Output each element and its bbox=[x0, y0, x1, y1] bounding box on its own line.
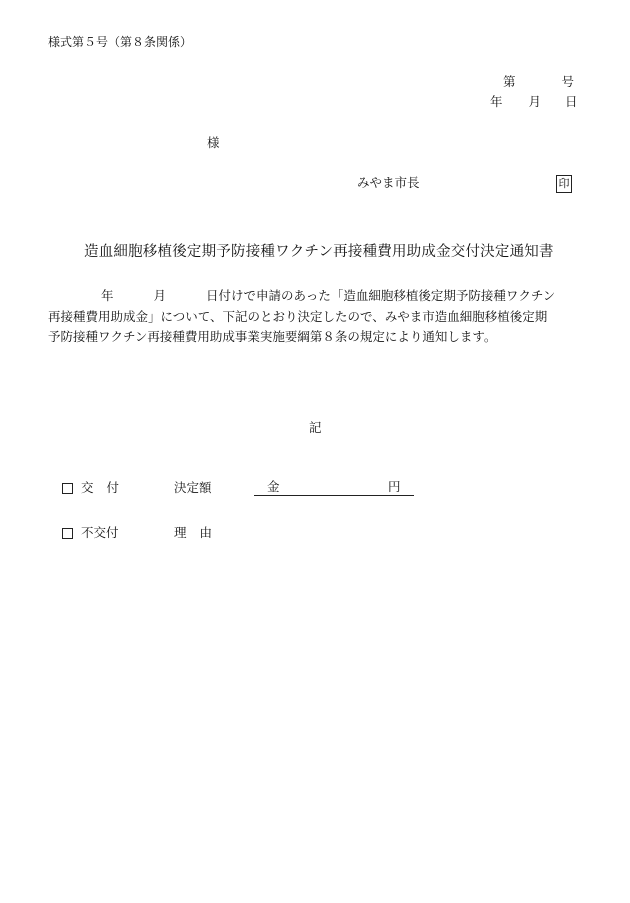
date-day: 日 bbox=[565, 94, 578, 109]
body-month: 月 bbox=[153, 288, 167, 303]
no-grant-checkbox[interactable] bbox=[62, 528, 73, 539]
addressee-honorific: 様 bbox=[207, 135, 220, 150]
body-line-1-rest: 日付けで申請のあった「造血細胞移植後定期予防接種ワクチン bbox=[206, 288, 556, 303]
body-line-2: 再接種費用助成金」について、下記のとおり決定したので、みやま市造血細胞移植後定期 bbox=[48, 309, 548, 324]
document-date bbox=[490, 96, 578, 109]
reason-label-b: 由 bbox=[199, 525, 213, 540]
date-year: 年 bbox=[490, 94, 503, 109]
no-grant-label: 不交付 bbox=[81, 525, 119, 540]
form-number: 様式第５号（第８条関係） bbox=[48, 35, 193, 49]
doc-number-suffix: 号 bbox=[561, 74, 575, 89]
amount-prefix: 金 bbox=[267, 479, 280, 494]
body-line-1 bbox=[48, 290, 555, 303]
reason-label bbox=[174, 527, 212, 540]
ki-heading: 記 bbox=[309, 420, 322, 435]
body-line-3: 予防接種ワクチン再接種費用助成事業実施要綱第８条の規定により通知します。 bbox=[48, 329, 497, 344]
amount-field[interactable] bbox=[254, 481, 414, 496]
seal-mark: 印 bbox=[556, 175, 572, 193]
body-year: 年 bbox=[101, 288, 114, 303]
grant-label-a: 交 bbox=[81, 480, 94, 495]
amount-suffix: 円 bbox=[388, 479, 401, 494]
reason-label-a: 理 bbox=[174, 525, 187, 540]
document-title: 造血細胞移植後定期予防接種ワクチン再接種費用助成金交付決定通知書 bbox=[84, 244, 554, 260]
date-month: 月 bbox=[528, 94, 542, 109]
grant-checkbox[interactable] bbox=[62, 483, 73, 494]
issuer-name: みやま市長 bbox=[357, 175, 420, 190]
document-number bbox=[503, 76, 574, 89]
grant-label-b: 付 bbox=[106, 480, 120, 495]
doc-number-prefix: 第 bbox=[503, 74, 516, 89]
grant-label bbox=[81, 482, 119, 495]
decision-amount-label: 決定額 bbox=[174, 480, 212, 495]
